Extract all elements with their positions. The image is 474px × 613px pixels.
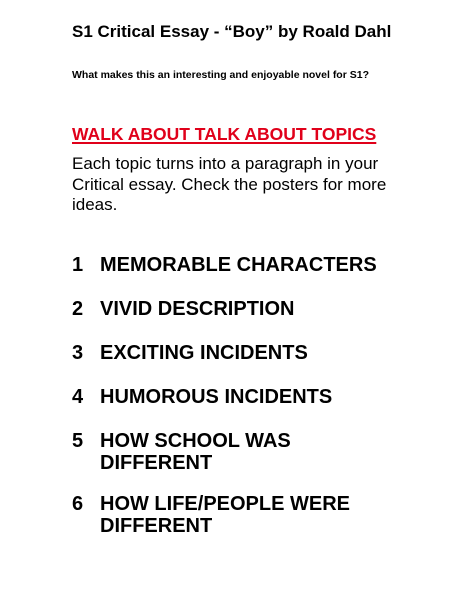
essay-question: What makes this an interesting and enjoyable novel for S1?	[72, 69, 369, 81]
topic-number: 4	[72, 386, 84, 408]
topic-text: HOW LIFE/PEOPLE WERE DIFFERENT	[100, 493, 351, 537]
topic-text: EXCITING INCIDENTS	[100, 342, 308, 364]
topic-number: 1	[72, 254, 84, 276]
document-title: S1 Critical Essay - “Boy” by Roald Dahl	[72, 22, 392, 41]
topic-text: HOW SCHOOL WAS DIFFERENT	[100, 430, 291, 474]
topic-text: HUMOROUS INCIDENTS	[100, 386, 333, 408]
topic-item	[72, 430, 402, 474]
topic-item	[72, 254, 402, 276]
topic-number: 3	[72, 342, 84, 364]
topic-item	[72, 386, 402, 408]
section-heading: WALK ABOUT TALK ABOUT TOPICS	[72, 124, 377, 144]
intro-paragraph: Each topic turns into a paragraph in your Critical essay. Check the posters for more ideas.	[72, 154, 387, 214]
topic-text: VIVID DESCRIPTION	[100, 298, 295, 320]
topic-number: 6	[72, 493, 84, 515]
topic-number: 5	[72, 430, 84, 452]
topic-number: 2	[72, 298, 84, 320]
topic-item	[72, 342, 402, 364]
topic-item	[72, 493, 402, 537]
topic-item	[72, 298, 402, 320]
topic-text: MEMORABLE CHARACTERS	[100, 254, 377, 276]
